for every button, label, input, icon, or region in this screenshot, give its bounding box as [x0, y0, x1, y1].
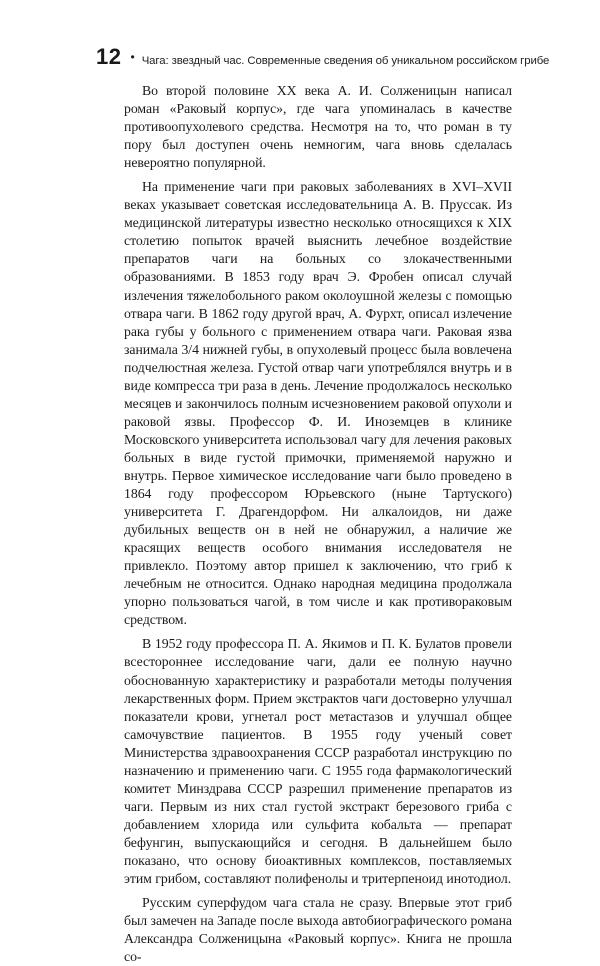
paragraph: Русским суперфудом чага стала не сразу. Впервые этот гриб был замечен на Западе после выхода автобиографического романа Александра Солженицына «Раковый корпус». Книга не прошла со-	[124, 895, 512, 965]
paragraph: На применение чаги при раковых заболеваниях в XVI–XVII веках указывает советская исследовательница А. В. Пруссак. Из медицинской литературы известно несколько относящихся к XIX столетию попыток врачей выяснить лечебное воздействие препаратов чаги на больных со злокачественными образованиями. В 1853 году врач Э. Фробен описал случай излечения тяжелобольного раком околоушной железы с помощью отвара чаги. В 1862 году другой врач, А. Фурхт, описал излечение рака губы у больного с применением отвара чаги. Раковая язва занимала 3/4 нижней губы, в опухолевый процесс была вовлечена подчелюстная железа. Густой отвар чаги употреблялся внутрь и в виде компресса три раза в день. Лечение продолжалось несколько месяцев и закончилось полным исчезновением раковой опухоли и раковой язвы. Профессор Ф. И. Иноземцев в клинике Московского университета использовал чагу для лечения раковых больных в виде густой примочки, применяемой наружно и внутрь. Первое химическое исследование чаги было проведено в 1864 году профессором Юрьевского (ныне Тартуского) университета Г. Драгендорфом. Ни алкалоидов, ни даже дубильных веществ он в ней не обнаружил, а наличие же красящих веществ особого внимания исследователя не привлекло. Поэтому автор пришел к заключению, что гриб к лечебным не относится. Однако народная медицина продолжала упорно пользоваться чагой, в том числе и как противораковым средством.	[124, 179, 512, 628]
running-header	[96, 44, 560, 72]
chapter-title: Чага: звездный час. Современные сведения об уникальном российском грибе	[141, 55, 550, 67]
page-number: 12	[96, 44, 122, 69]
body-text	[124, 82, 512, 966]
paragraph: Во второй половине XX века А. И. Солженицын написал роман «Раковый корпус», где чага упоминалась в качестве противоопухолевого средства. Несмотря на то, что роман в ту пору был доступен очень немногим, чага вновь сделалась невероятно популярной.	[124, 83, 512, 171]
paragraph: В 1952 году профессора П. А. Якимов и П. К. Булатов провели всестороннее исследование чаги, дали ее полную научно обоснованную характеристику и разработали методы получения лекарственных форм. Прием экстрактов чаги достоверно улучшал показатели крови, угнетал рост метастазов и улучшал общее самочувствие пациентов. В 1955 году ученый совет Министерства здравоохранения СССР разработал инструкцию по назначению и применению чаги. С 1955 года фармакологический комитет Минздрава СССР разрешил применение препаратов из чаги. Первым из них стал густой экстракт березового гриба с добавлением хлорида или сульфита кобальта — препарат бефунгин, выпускающийся и сегодня. В дальнейшем было показано, что основу биоактивных комплексов, поставляемых этим грибом, составляют полифенолы и тритерпеноид инотодиол.	[124, 636, 512, 887]
header-bullet: •	[130, 50, 135, 64]
